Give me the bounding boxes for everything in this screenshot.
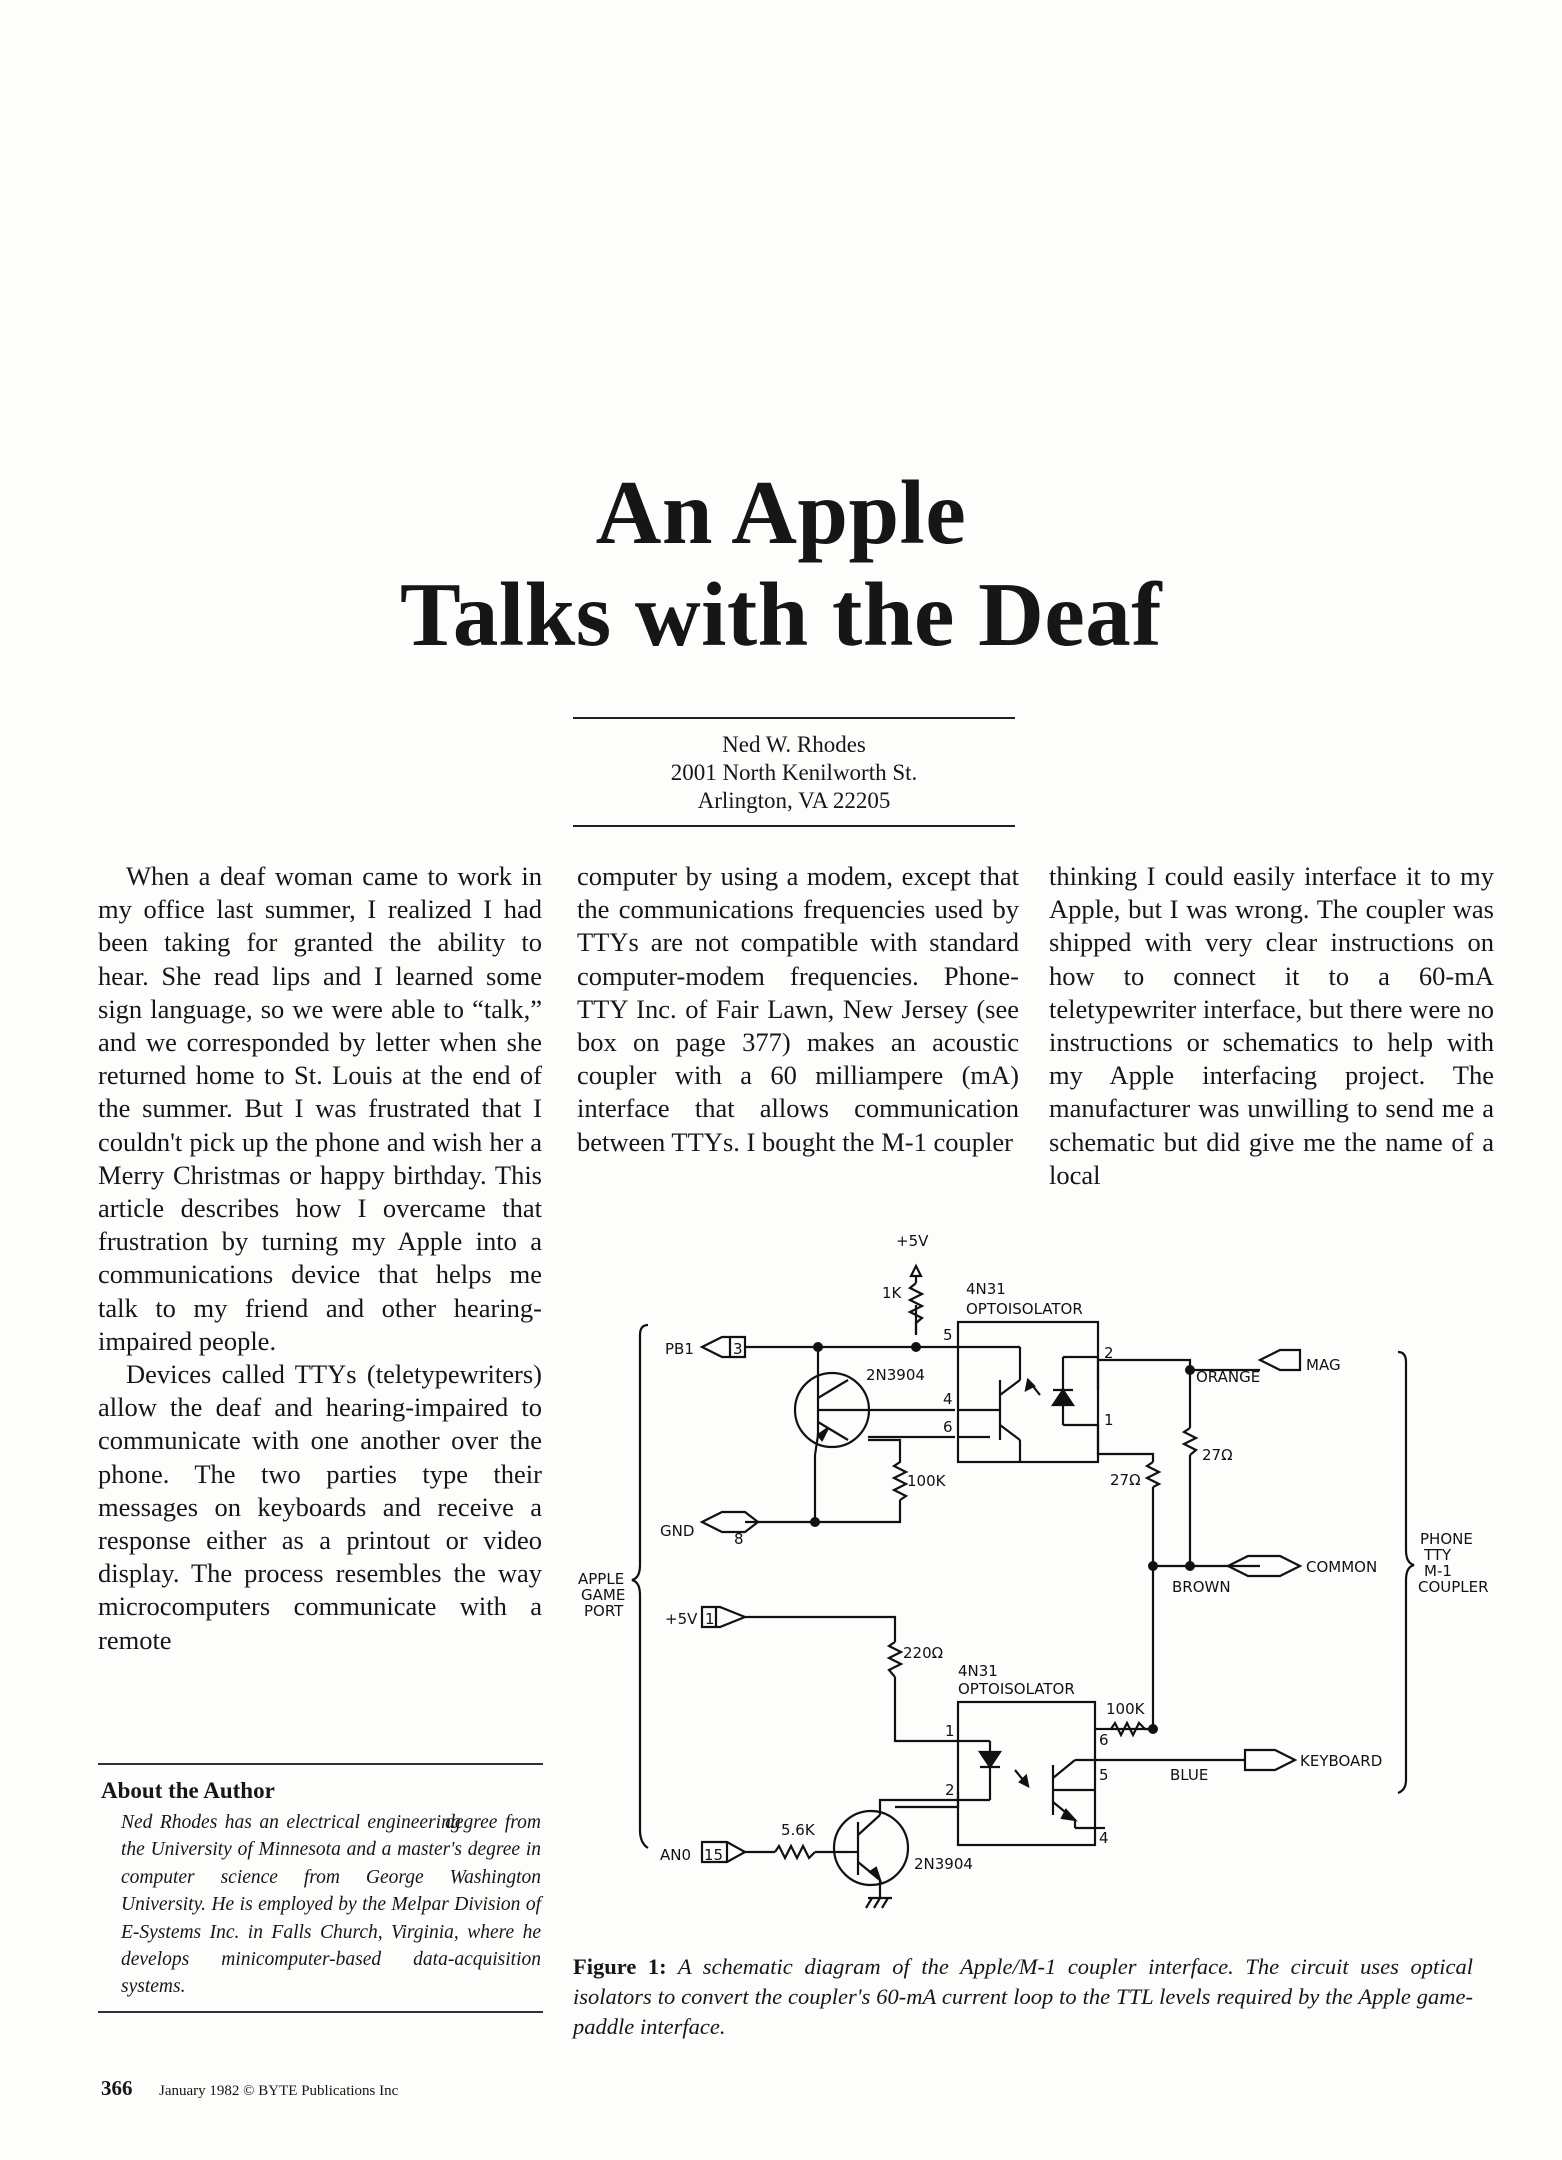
opto1-part: 4N31	[966, 1280, 1006, 1298]
coupler-label-2: TTY	[1424, 1546, 1452, 1564]
body-paragraph: computer by using a modem, except that the communications frequencies used by TTYs are not compatible with standard computer-modem frequencies. Phone-TTY Inc. of Fair Lawn, New Jersey (see box on page 377) makes an acoustic coupler with a 60 milliampere (mA) interface that allows communication between TTYs. I bought the M-1 coupler	[577, 861, 1019, 1157]
connector-an0	[660, 1842, 745, 1864]
resistor-100k-a	[894, 1455, 947, 1500]
resistor-5-6k	[775, 1821, 816, 1858]
r-27-b-label: 27Ω	[1110, 1471, 1141, 1489]
resistor-220	[889, 1642, 943, 1677]
keyboard-label: KEYBOARD	[1300, 1752, 1383, 1770]
q1-part: 2N3904	[866, 1366, 925, 1384]
r-100k-a-label: 100K	[907, 1472, 946, 1490]
title-line-1: An Apple	[595, 462, 967, 563]
orange-label: ORANGE	[1196, 1368, 1261, 1386]
connector-mag	[1196, 1350, 1341, 1386]
connector-gnd	[660, 1512, 758, 1548]
body-paragraph: Devices called TTYs (teletypewriters) allow the deaf and hearing-impaired to communicate with one another over the phone. The two parties type their messages on keyboards and receive a response either as a printout or video display. The process resembles the way microcomputers communicate with a remote	[98, 1359, 542, 1655]
q2-part: 2N3904	[914, 1855, 973, 1873]
title-line-2: Talks with the Deaf	[399, 564, 1163, 665]
coupler-label-1: PHONE	[1420, 1530, 1473, 1548]
opto2-part: 4N31	[958, 1662, 998, 1680]
brown-label: BROWN	[1172, 1578, 1231, 1596]
optoisolator-1	[943, 1280, 1114, 1462]
pb1-label: PB1	[665, 1340, 694, 1358]
brace-game-port	[578, 1325, 648, 1848]
r-1k-label: 1K	[882, 1284, 902, 1302]
author-city: Arlington, VA 22205	[697, 788, 891, 813]
an0-label: AN0	[660, 1846, 692, 1864]
body-paragraph: When a deaf woman came to work in my office last summer, I realized I had been taking for granted the ability to hear. She read lips and I learned some sign language, so we were able to “talk,” and we corresponded by letter when she returned home to St. Louis at the end of the summer. But I was frustrated that I couldn't pick up the phone and wish her a Merry Christmas or happy birthday. This article describes how I overcame that frustration by turning my Apple into a communications device that helps me talk to my friend and other hearing-impaired people.	[98, 861, 542, 1356]
connector-5v	[665, 1607, 745, 1628]
connector-keyboard	[1170, 1750, 1382, 1784]
opto1-pin-2: 2	[1104, 1344, 1114, 1362]
an0-pin: 15	[704, 1846, 724, 1864]
author-street: 2001 North Kenilworth St.	[670, 760, 918, 785]
junction-dot	[911, 1342, 921, 1352]
opto2-pin-4: 4	[1099, 1829, 1109, 1847]
resistor-27-a	[1184, 1428, 1233, 1464]
figure-caption	[573, 1952, 1473, 2042]
gnd-label: GND	[660, 1522, 695, 1540]
figure-caption-text: A schematic diagram of the Apple/M-1 coupler interface. The circuit uses optical isolators to convert the coupler's 60-mA current loop to the TTL levels required by the Apple game-paddle interface.	[573, 1954, 1474, 2039]
junction-dot	[810, 1517, 820, 1527]
blue-label: BLUE	[1170, 1766, 1209, 1784]
connector-pb1	[665, 1337, 745, 1358]
opto1-pin-5: 5	[943, 1326, 953, 1344]
connector-common	[1172, 1556, 1377, 1596]
page-footer	[101, 2076, 398, 2101]
author-name: Ned W. Rhodes	[722, 732, 866, 757]
gnd-pin: 8	[734, 1530, 744, 1548]
supply-5v-top	[882, 1232, 929, 1335]
opto1-pin-4: 4	[943, 1390, 953, 1408]
r-220-label: 220Ω	[903, 1644, 944, 1662]
opto2-name: OPTOISOLATOR	[958, 1680, 1075, 1698]
r-100k-b-label: 100K	[1106, 1700, 1145, 1718]
page-number: 366	[101, 2076, 133, 2100]
opto1-pin-1: 1	[1104, 1411, 1114, 1429]
optoisolator-2	[945, 1662, 1111, 1847]
common-label: COMMON	[1306, 1558, 1378, 1576]
opto2-pin-2: 2	[945, 1781, 955, 1799]
opto2-pin-1: 1	[945, 1722, 955, 1740]
coupler-label-4: COUPLER	[1418, 1578, 1489, 1596]
bio-rest: degree from the University of Minnesota and a master's degree in computer science from George Washington University. He is employed by the Melpar Division of E-Systems Inc. in Falls Church, Virginia, where he develops minicomputer-based data-acquisition systems.	[121, 1812, 541, 1998]
game-port-label-3: PORT	[584, 1602, 624, 1620]
opto2-pin-6: 6	[1099, 1731, 1109, 1749]
r-27-a-label: 27Ω	[1202, 1446, 1233, 1464]
coupler-label-3: M-1	[1424, 1562, 1452, 1580]
mag-label: MAG	[1306, 1356, 1341, 1374]
bio-line-1: Ned Rhodes has an electrical engineering	[121, 1812, 461, 1833]
junction-dot	[813, 1342, 823, 1352]
transistor-q2	[834, 1811, 973, 1908]
opto2-pin-5: 5	[1099, 1766, 1109, 1784]
resistor-27-b	[1110, 1462, 1159, 1489]
brace-coupler	[1398, 1352, 1489, 1793]
plus5v-top-label: +5V	[896, 1232, 929, 1250]
plus5v-in-label: +5V	[665, 1610, 698, 1628]
opto1-pin-6: 6	[943, 1418, 953, 1436]
body-paragraph: thinking I could easily interface it to my Apple, but I was wrong. The coupler was shipped with very clear instructions on how to connect it to a 60-mA teletypewriter interface, but there were no instructions or schematics to help with my Apple interfacing project. The manufacturer was unwilling to send me a schematic but did give me the name of a local	[1049, 861, 1494, 1190]
publication-info: January 1982 © BYTE Publications Inc	[159, 2083, 399, 2099]
junction-dot	[1148, 1561, 1158, 1571]
figure-label: Figure 1:	[573, 1954, 667, 1979]
pb1-pin: 3	[733, 1340, 743, 1358]
r-5-6k-label: 5.6K	[781, 1821, 815, 1839]
junction-dot	[1185, 1561, 1195, 1571]
game-port-label-1: APPLE	[578, 1570, 625, 1588]
junction-dot	[1185, 1365, 1195, 1375]
plus5v-pin: 1	[705, 1610, 715, 1628]
game-port-label-2: GAME	[581, 1586, 626, 1604]
opto1-name: OPTOISOLATOR	[966, 1300, 1083, 1318]
about-author-heading: About the Author	[101, 1778, 275, 1803]
